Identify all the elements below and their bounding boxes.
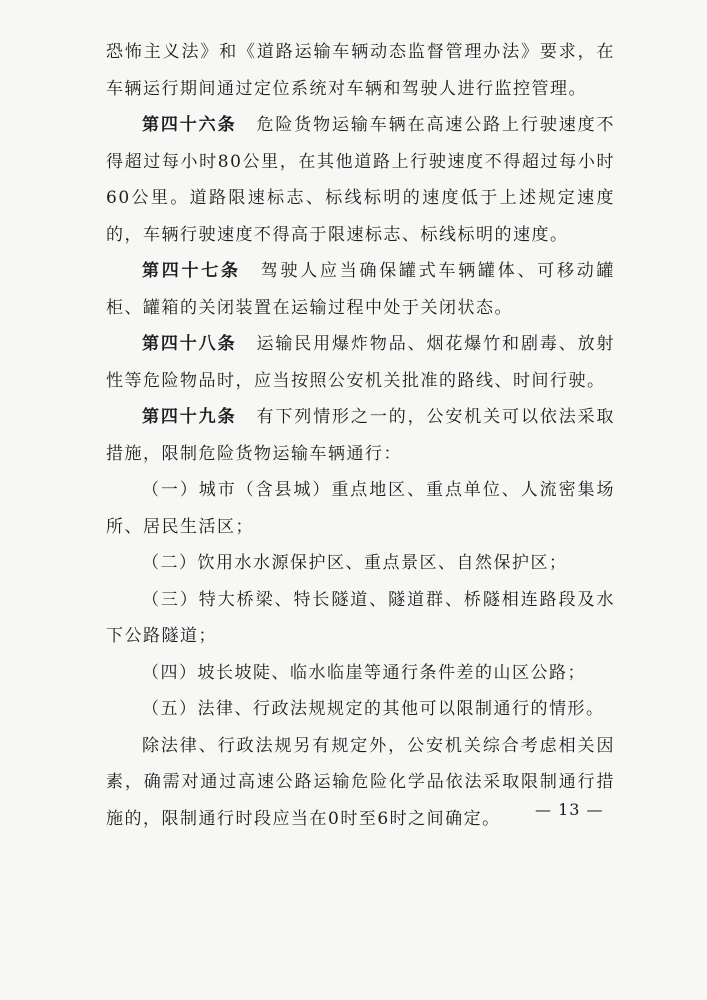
article-46 bbox=[106, 107, 615, 253]
paragraph-continuation: 恐怖主义法》和《道路运输车辆动态监督管理办法》要求，在车辆运行期间通过定位系统对车辆和驾驶人进行监控管理。 bbox=[106, 42, 615, 99]
article-48-text: 运输民用爆炸物品、烟花爆竹和剧毒、放射性等危险物品时，应当按照公安机关批准的路线、时间行驶。 bbox=[106, 334, 616, 391]
page-number: — 13 — bbox=[535, 800, 604, 819]
closing-paragraph: 除法律、行政法规另有规定外，公安机关综合考虑相关因素，确需对通过高速公路运输危险化学品依法采取限制通行措施的，限制通行时段应当在0时至6时之间确定。 bbox=[106, 735, 615, 829]
article-46-text: 危险货物运输车辆在高速公路上行驶速度不得超过每小时80公里，在其他道路上行驶速度不得超过每小时60公里。道路限速标志、标线标明的速度低于上述规定速度的，车辆行驶速度不得高于限速标志、标线标明的速度。 bbox=[106, 115, 616, 245]
article-47-heading: 第四十七条 bbox=[142, 261, 241, 281]
article-48 bbox=[106, 326, 615, 399]
list-item-2: （二）饮用水水源保护区、重点景区、自然保护区； bbox=[142, 553, 568, 573]
list-item-5: （五）法律、行政法规规定的其他可以限制通行的情形。 bbox=[142, 699, 605, 719]
article-49-text: 有下列情形之一的，公安机关可以依法采取措施，限制危险货物运输车辆通行： bbox=[106, 407, 616, 464]
article-49 bbox=[106, 399, 615, 472]
article-46-heading: 第四十六条 bbox=[142, 115, 237, 135]
list-item-4: （四）坡长坡陡、临水临崖等通行条件差的山区公路； bbox=[142, 662, 586, 683]
article-47-text: 驾驶人应当确保罐式车辆罐体、可移动罐柜、罐箱的关闭装置在运输过程中处于关闭状态。 bbox=[106, 261, 615, 318]
list-item-3: （三）特大桥梁、特长隧道、隧道群、桥隧相连路段及水下公路隧道； bbox=[106, 589, 615, 646]
list-item-1: （一）城市（含县城）重点地区、重点单位、人流密集场所、居民生活区； bbox=[106, 480, 615, 537]
article-48-heading: 第四十八条 bbox=[142, 334, 237, 354]
article-49-heading: 第四十九条 bbox=[142, 407, 237, 427]
article-47 bbox=[106, 253, 615, 326]
